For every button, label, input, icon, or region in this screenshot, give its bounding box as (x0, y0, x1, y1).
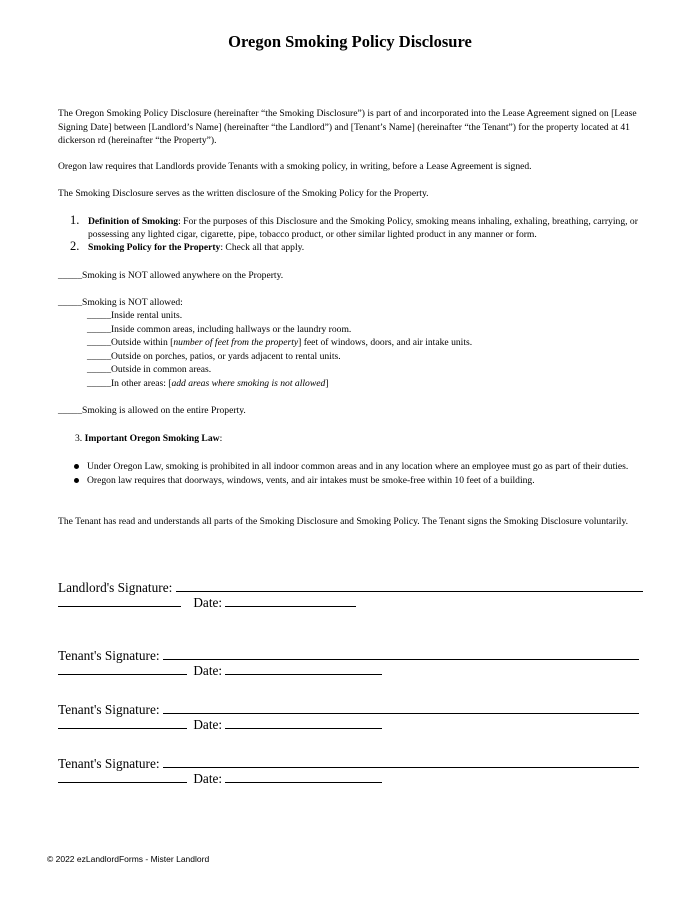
oregon-law-paragraph: Oregon law requires that Landlords provide Tenants with a smoking policy, in writing, before a Lease Agreement is signed. (58, 161, 532, 172)
option-label: Smoking is allowed on the entire Property. (81, 405, 246, 416)
disclosure-purpose-paragraph: The Smoking Disclosure serves as the written disclosure of the Smoking Policy for the Property. (58, 188, 429, 199)
checkbox-blank[interactable]: _____ (87, 310, 111, 321)
tenant-signature-label: Tenant's Signature: (58, 702, 160, 717)
policy-sections-list (58, 215, 648, 254)
tenant-signature-block-1 (58, 648, 639, 678)
section-heading: Definition of Smoking (88, 216, 179, 227)
option-label: Smoking is NOT allowed anywhere on the Property. (81, 270, 284, 281)
checkbox-blank[interactable]: _____ (87, 377, 111, 389)
section-number: 2. (70, 239, 80, 253)
bullet-item: Oregon law requires that doorways, windows, vents, and air intakes must be smoke-free within 10 feet of a building. (58, 474, 648, 487)
option-allowed-entire-property (58, 404, 246, 418)
tenant-date-line[interactable] (225, 771, 382, 783)
page-title: Oregon Smoking Policy Disclosure (228, 32, 472, 51)
landlord-signature-line-continued[interactable] (58, 595, 181, 607)
checkbox-blank[interactable]: _____ (58, 405, 82, 416)
tenant-date-line[interactable] (225, 717, 382, 729)
section-number: 3. (75, 433, 83, 444)
bullet-dot-icon (74, 478, 79, 483)
tenant-signature-block-3 (58, 756, 639, 786)
tenant-signature-line-continued[interactable] (58, 717, 187, 729)
section-heading: Important Oregon Smoking Law (84, 433, 220, 444)
section-text: : Check all that apply. (220, 242, 305, 253)
option-not-allowed-partial (58, 296, 183, 310)
sub-options-list (87, 309, 472, 391)
tenant-signature-label: Tenant's Signature: (58, 756, 160, 771)
checkbox-blank[interactable]: _____ (87, 337, 111, 349)
sub-option-other-areas: _____In other areas: [add areas where smoking is not allowed] (87, 377, 329, 389)
checkbox-blank[interactable]: _____ (58, 297, 82, 308)
section-number: 1. (70, 213, 80, 227)
bullet-item: Under Oregon Law, smoking is prohibited in all indoor common areas and in any location where an employee must go as part of their duties. (58, 460, 648, 473)
tenant-signature-line[interactable] (163, 648, 639, 660)
bullet-dot-icon (74, 464, 79, 469)
oregon-law-bullets (58, 460, 648, 488)
date-label: Date: (193, 663, 223, 678)
tenant-date-line[interactable] (225, 663, 382, 675)
section-smoking-policy (58, 241, 648, 254)
tenant-signature-line-continued[interactable] (58, 771, 187, 783)
option-label: Smoking is NOT allowed: (81, 297, 183, 308)
section-definition-of-smoking (58, 215, 648, 241)
sub-option-common-areas-outside: _____Outside in common areas. (87, 364, 212, 376)
landlord-signature-label: Landlord's Signature: (58, 580, 173, 595)
section-heading: Smoking Policy for the Property (88, 242, 221, 253)
tenant-signature-line-continued[interactable] (58, 663, 187, 675)
sub-option-within-feet: _____Outside within [number of feet from the property] feet of windows, doors, and air intake units. (87, 337, 473, 349)
section-text: : (219, 433, 223, 444)
option-not-allowed-anywhere (58, 269, 283, 283)
intro-paragraph: The Oregon Smoking Policy Disclosure (hereinafter “the Smoking Disclosure”) is part of and incorporated into the Lease Agreement signed on [Lease Signing Date] between [Landlord’s Name] (hereinafter “the Landlord”) and [Tenant’s Name] (hereinafter “the Tenant”) for the property located at 41 dickerson rd (hereinafter “the Property”). (58, 108, 637, 146)
checkbox-blank[interactable]: _____ (87, 350, 111, 362)
date-label: Date: (193, 717, 223, 732)
sub-option-porches: _____Outside on porches, patios, or yards adjacent to rental units. (87, 350, 341, 362)
date-label: Date: (193, 595, 223, 610)
checkbox-blank[interactable]: _____ (58, 270, 82, 281)
acknowledgement-paragraph: The Tenant has read and understands all parts of the Smoking Disclosure and Smoking Policy. The Tenant signs the Smoking Disclosure voluntarily. (58, 516, 629, 527)
date-label: Date: (193, 771, 223, 786)
section-oregon-smoking-law (75, 432, 222, 446)
checkbox-blank[interactable]: _____ (87, 323, 111, 335)
landlord-date-line[interactable] (225, 595, 356, 607)
sub-option-common-areas-inside: _____Inside common areas, including hallways or the laundry room. (87, 323, 352, 335)
tenant-signature-label: Tenant's Signature: (58, 648, 160, 663)
tenant-signature-block-2 (58, 702, 639, 732)
tenant-signature-line[interactable] (163, 756, 639, 768)
landlord-signature-block (58, 580, 643, 610)
section-text: : For the purposes of this Disclosure and the Smoking Policy, smoking means inhaling, exhaling, breathing, carrying, or possessing any lighted cigar, cigarette, pipe, tobacco product, or other similar lighted product in any manner or form. (88, 216, 638, 240)
sub-option-rental-units: _____Inside rental units. (87, 310, 183, 321)
landlord-signature-line[interactable] (176, 580, 643, 592)
tenant-signature-line[interactable] (163, 702, 639, 714)
checkbox-blank[interactable]: _____ (87, 364, 111, 376)
page-footer: © 2022 ezLandlordForms - Mister Landlord (47, 854, 210, 864)
